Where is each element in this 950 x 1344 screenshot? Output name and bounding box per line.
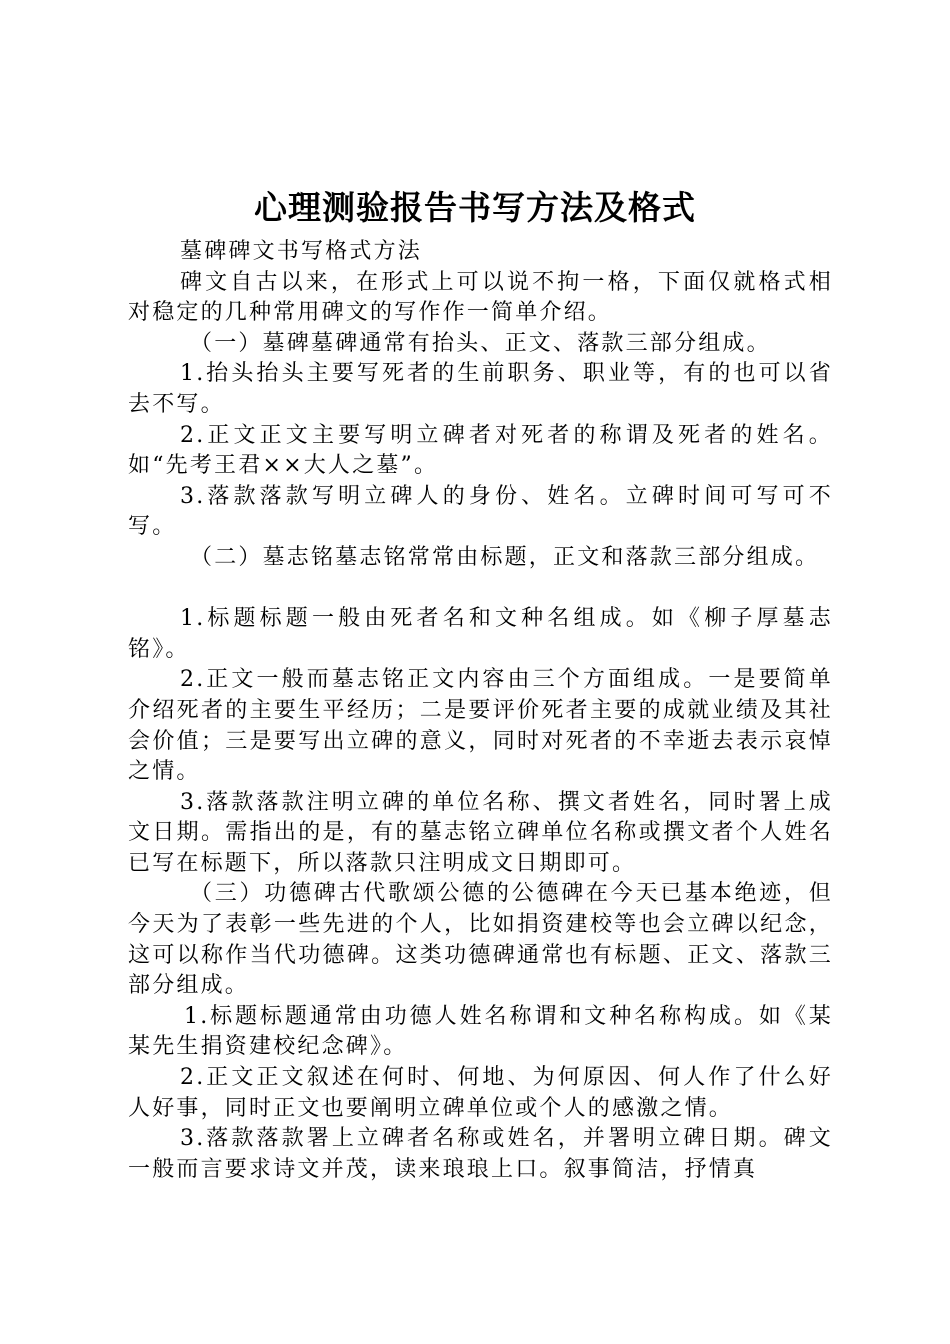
paragraph-section-1-item-2: 2.正文正文主要写明立碑者对死者的称谓及死者的姓名。如“先考王君××大人之墓”。 bbox=[128, 422, 833, 479]
document-body bbox=[128, 237, 833, 1185]
blank-line bbox=[128, 574, 833, 605]
paragraph-section-1-item-1: 1.抬头抬头主要写死者的生前职务、职业等，有的也可以省去不写。 bbox=[128, 361, 833, 417]
paragraph-section-1-heading: （一）墓碑墓碑通常有抬头、正文、落款三部分组成。 bbox=[190, 330, 771, 356]
paragraph-section-1-item-3: 3.落款落款写明立碑人的身份、姓名。立碑时间可写可不写。 bbox=[128, 483, 833, 540]
paragraph-section-2-item-3: 3.落款落款注明立碑的单位名称、撰文者姓名，同时署上成文日期。需指出的是，有的墓志铭立碑单位名称或撰文者个人姓名已写在标题下，所以落款只注明成文日期即可。 bbox=[128, 789, 833, 876]
paragraph-section-2-item-1: 1.标题标题一般由死者名和文种名组成。如《柳子厚墓志铭》。 bbox=[128, 606, 833, 662]
paragraph-section-3-item-1: 1.标题标题通常由功德人姓名称谓和文种名称构成。如《某某先生捐资建校纪念碑》。 bbox=[128, 1003, 833, 1060]
paragraph-subtitle: 墓碑碑文书写格式方法 bbox=[180, 239, 423, 264]
paragraph-section-3-item-2: 2.正文正文叙述在何时、何地、为何原因、何人作了什么好人好事，同时正文也要阐明立碑单位或个人的感激之情。 bbox=[128, 1065, 833, 1121]
document-title: 心理测验报告书写方法及格式 bbox=[254, 188, 696, 227]
paragraph-section-2-item-2: 2.正文一般而墓志铭正文内容由三个方面组成。一是要简单介绍死者的主要生平经历；二是要评价死者主要的成就业绩及其社会价值；三是要写出立碑的意义，同时对死者的不幸逝去表示哀悼之情。 bbox=[128, 667, 833, 785]
paragraph-section-3-heading: （三）功德碑古代歌颂公德的公德碑在今天已基本绝迹，但今天为了表彰一些先进的个人，比如捐资建校等也会立碑以纪念，这可以称作当代功德碑。这类功德碑通常也有标题、正文、落款三部分组成。 bbox=[128, 881, 833, 999]
paragraph-intro: 碑文自古以来，在形式上可以说不拘一格，下面仅就格式相对稳定的几种常用碑文的写作作一简单介绍。 bbox=[128, 269, 833, 326]
paragraph-section-3-item-3: 3.落款落款署上立碑者名称或姓名，并署明立碑日期。碑文一般而言要求诗文并茂，读来琅琅上口。叙事简洁，抒情真 bbox=[128, 1126, 833, 1182]
paragraph-section-2-heading: （二）墓志铭墓志铭常常由标题，正文和落款三部分组成。 bbox=[190, 544, 820, 570]
